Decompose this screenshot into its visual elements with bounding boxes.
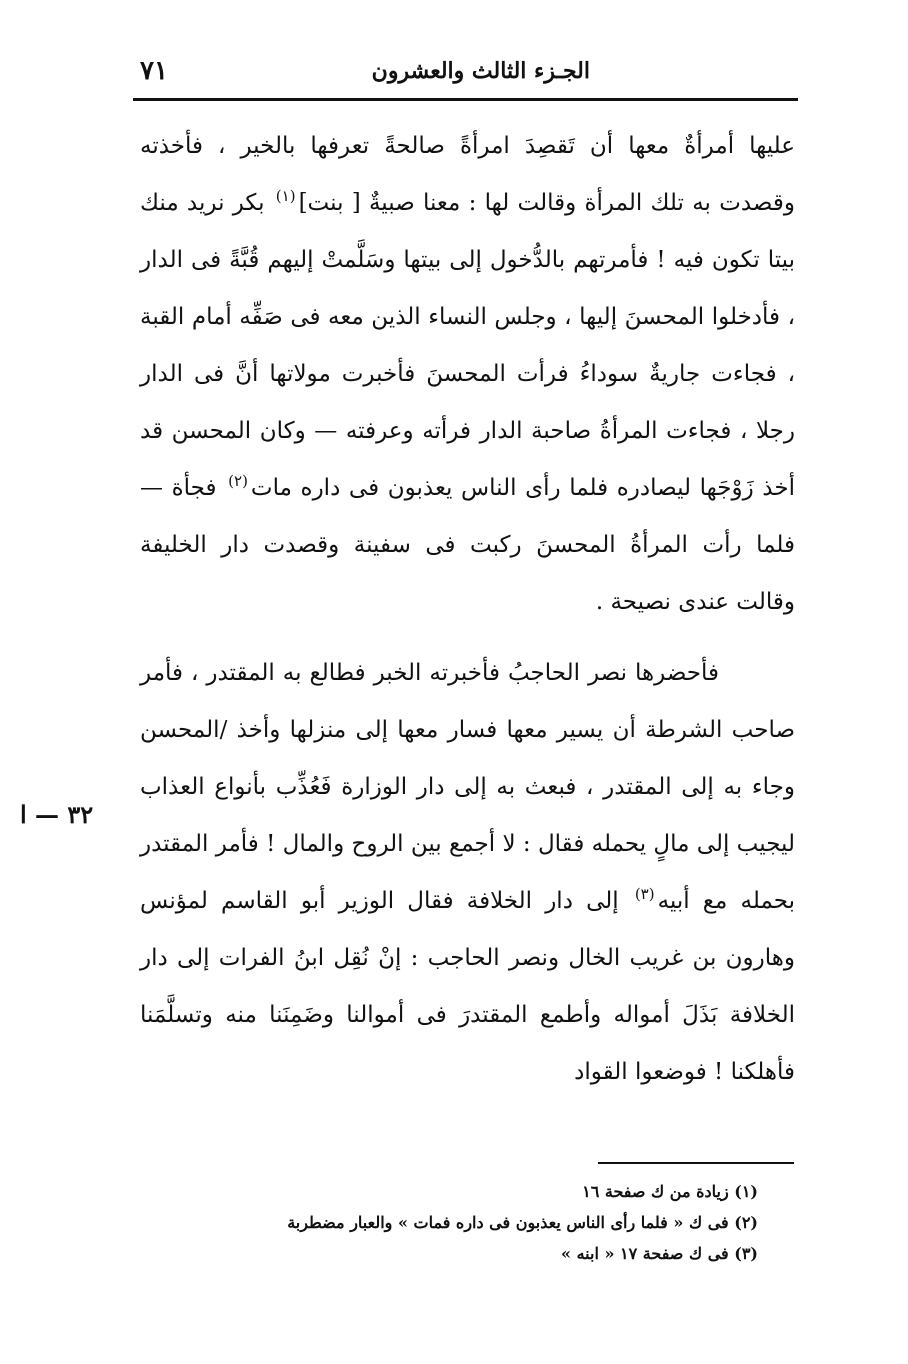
paragraph-1-part-c: فجأة — فلما رأت المرأةُ المحسنَ ركبت فى سفينة وقصدت دار الخليفة وقالت عندى نصيحة . — [140, 475, 795, 615]
header-divider — [133, 98, 798, 101]
footnote-2: (٢) فى ك « فلما رأى الناس يعذبون فى داره فمات » والعبار مضطربة — [287, 1213, 758, 1232]
footnote-divider — [598, 1162, 794, 1164]
paragraph-2-part-b: إلى دار الخلافة فقال الوزير أبو القاسم لمؤنس وهارون بن غريب الخال ونصر الحاجب : إنْ نُقِل ابنُ الفرات إلى دار الخلافة بَذَلَ أمواله وأطمع المقتدرَ فى أموالنا وضَمِنَنا منه وتسلَّمَنا فأهلكنا ! فوضعوا القواد — [140, 888, 795, 1085]
paragraph-1 — [140, 118, 795, 631]
footnote-1: (١) زيادة من ك صفحة ١٦ — [582, 1182, 758, 1201]
footnote-ref-3: (٣) — [634, 885, 655, 904]
page-number: ٧١ — [140, 56, 168, 86]
footnote-ref-1: (١) — [275, 187, 296, 206]
running-header-title: الجـزء الثالث والعشرون — [371, 58, 590, 84]
paragraph-2 — [140, 645, 795, 1101]
margin-folio-marker: ٣٢ — ا — [20, 800, 94, 829]
footnotes — [198, 1176, 758, 1269]
main-text — [140, 118, 795, 1101]
footnote-3: (٣) فى ك صفحة ١٧ « ابنه » — [561, 1244, 758, 1263]
footnote-ref-2: (٢) — [228, 472, 248, 491]
paragraph-1-part-a: عليها أمرأةٌ معها أن تَقصِدَ امرأةً صالحةً تعرفها بالخير ، فأخذته وقصدت به تلك المرأة وقالت لها : معنا صبيةٌ [ بنت] — [140, 133, 795, 216]
paragraph-2-part-a: فأحضرها نصر الحاجبُ فأخبرته الخبر فطالع به المقتدر ، فأمر صاحب الشرطة أن يسير معها فسار معها إلى منزلها وأخذ /المحسن وجاء به إلى المقتدر ، فبعث به إلى دار الوزارة فَعُذِّب بأنواع العذاب ليجيب إلى مالٍ يحمله فقال : لا أجمع بين الروح والمال ! فأمر المقتدر بحمله مع أبيه — [140, 660, 795, 914]
paragraph-1-part-b: بكر نريد منك بيتا تكون فيه ! فأمرتهم بالدُّخول إلى بيتها وسَلَّمتْ إليهم قُبَّةً فى الدار ، فأدخلوا المحسنَ إليها ، وجلس النساء الذين معه فى صَفِّه أمام القبة ، فجاءت جاريةٌ سوداءُ فرأت المحسنَ فأخبرت مولاتها أنَّ فى الدار رجلا ، فجاءت المرأةُ صاحبة الدار فرأته وعرفته — وكان المحسن قد أخذ زَوْجَها ليصادره فلما رأى الناس يعذبون فى داره مات — [140, 190, 795, 501]
